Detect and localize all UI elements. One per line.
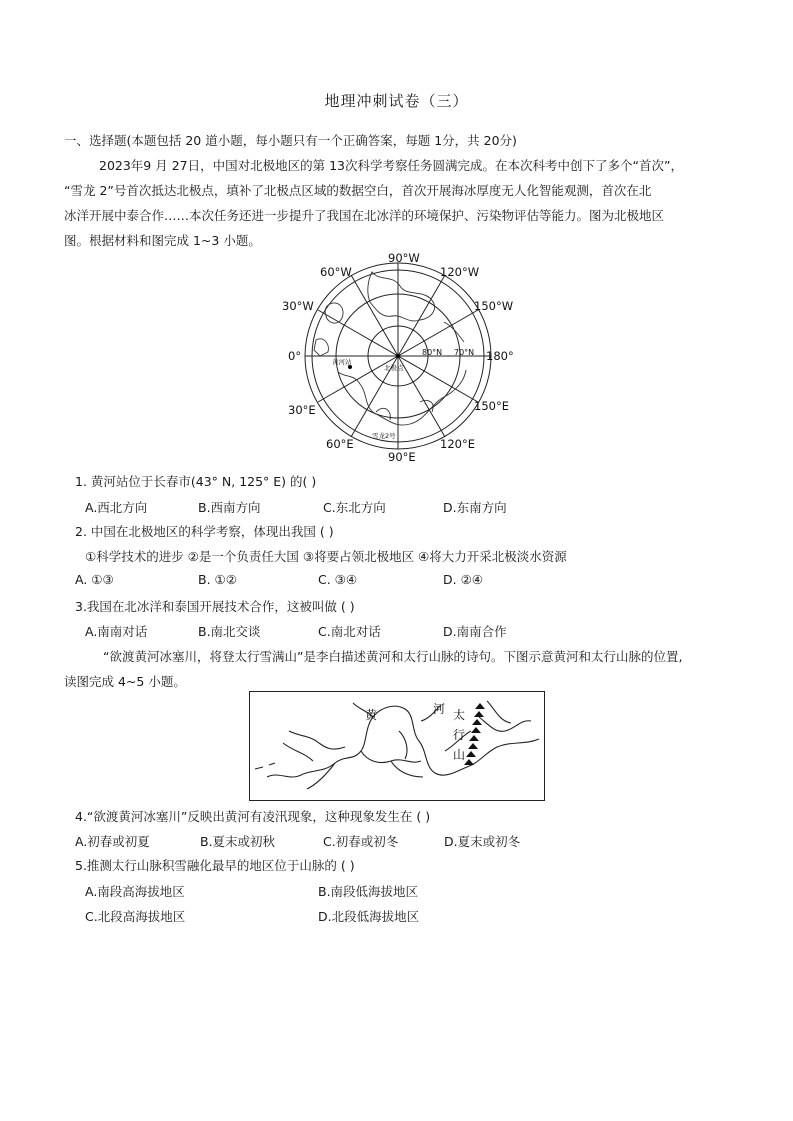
label-station: 黄河站 <box>332 358 352 366</box>
q1-stem: 1. 黄河站位于长春市(43° N, 125° E) 的( ) <box>75 474 317 489</box>
north-pole-marker <box>396 354 400 358</box>
q2-option-a[interactable]: A. ①③ <box>75 572 114 587</box>
passage2-line-2: 读图完成 4~5 小题。 <box>64 674 186 689</box>
passage1-line-1: 2023年9 月 27日，中国对北极地区的第 13次科学考察任务圆满完成。在本次科考中创下了多个“首次”， <box>99 158 683 173</box>
label-pole: 北极点 <box>384 364 404 372</box>
q1-option-b[interactable]: B.西南方向 <box>198 500 261 515</box>
q3-option-b[interactable]: B.南北交谈 <box>198 624 261 639</box>
q2-option-c[interactable]: C. ③④ <box>318 572 358 587</box>
label-150w: 150°W <box>474 299 514 313</box>
label-180: 180° <box>486 349 514 363</box>
q1-option-a[interactable]: A.西北方向 <box>85 500 148 515</box>
label-70n: 70°N <box>454 348 475 357</box>
label-30e: 30°E <box>288 403 316 417</box>
label-150e: 150°E <box>474 399 509 413</box>
label-60w: 60°W <box>320 265 352 279</box>
passage1-line-3: 冰洋开展中泰合作……本次任务还进一步提升了我国在北冰洋的环境保护、污染物评估等能力。图为北极地区 <box>64 208 665 223</box>
label-90w: 90°W <box>388 252 420 265</box>
arctic-polar-map <box>280 252 520 464</box>
q4-option-a[interactable]: A.初春或初夏 <box>75 834 150 849</box>
q3-option-a[interactable]: A.南南对话 <box>85 624 148 639</box>
label-90e: 90°E <box>388 450 416 464</box>
label-80n: 80°N <box>422 348 443 357</box>
q4-option-b[interactable]: B.夏末或初秋 <box>200 834 276 849</box>
q5-option-a[interactable]: A.南段高海拔地区 <box>85 884 185 899</box>
q3-stem: 3.我国在北冰洋和泰国开展技术合作，这被叫做 ( ) <box>75 599 355 614</box>
q4-option-c[interactable]: C.初春或初冬 <box>323 834 399 849</box>
q5-stem: 5.推测太行山脉积雪融化最早的地区位于山脉的 ( ) <box>75 858 355 873</box>
q2-option-d[interactable]: D. ②④ <box>443 572 483 587</box>
q5-option-d[interactable]: D.北段低海拔地区 <box>318 909 420 924</box>
label-30w: 30°W <box>282 299 314 313</box>
label-ship: 雪龙2号 <box>372 432 396 440</box>
label-shan: 山 <box>453 748 466 762</box>
page-title: 地理冲刺试卷（三） <box>324 92 469 110</box>
q4-stem: 4.“欲渡黄河冰塞川”反映出黄河有凌汛现象，这种现象发生在 ( ) <box>75 809 431 824</box>
label-huang: 黄 <box>365 708 378 722</box>
label-he: 河 <box>433 702 446 716</box>
label-120w: 120°W <box>440 265 480 279</box>
q2-stem: 2. 中国在北极地区的科学考察，体现出我国 ( ) <box>75 524 334 539</box>
label-120e: 120°E <box>440 437 475 451</box>
yellow-river-map <box>249 691 545 801</box>
q2-statements: ①科学技术的进步 ②是一个负责任大国 ③将要占领北极地区 ④将大力开采北极淡水资源 <box>85 549 567 564</box>
passage2-line-1: “欲渡黄河冰塞川，将登太行雪满山”是李白描述黄河和太行山脉的诗句。下图示意黄河和太行山脉的位置, <box>103 649 683 664</box>
label-60e: 60°E <box>326 437 354 451</box>
q4-option-d[interactable]: D.夏末或初冬 <box>444 834 521 849</box>
q2-option-b[interactable]: B. ①② <box>198 572 237 587</box>
q3-option-c[interactable]: C.南北对话 <box>318 624 381 639</box>
label-tai: 太 <box>453 708 466 722</box>
label-0: 0° <box>288 349 302 363</box>
q1-option-d[interactable]: D.东南方向 <box>443 500 507 515</box>
passage1-line-2: “雪龙 2”号首次抵达北极点，填补了北极点区域的数据空白，首次开展海冰厚度无人化智能观测，首次在北 <box>64 183 652 198</box>
q5-option-b[interactable]: B.南段低海拔地区 <box>318 884 419 899</box>
q5-option-c[interactable]: C.北段高海拔地区 <box>85 909 186 924</box>
q1-option-c[interactable]: C.东北方向 <box>323 500 386 515</box>
passage1-line-4: 图。根据材料和图完成 1~3 小题。 <box>64 233 261 248</box>
section-heading: 一、选择题(本题包括 20 道小题，每小题只有一个正确答案，每题 1分，共 20分) <box>64 133 517 148</box>
label-hang: 行 <box>453 728 466 742</box>
q3-option-d[interactable]: D.南南合作 <box>443 624 507 639</box>
